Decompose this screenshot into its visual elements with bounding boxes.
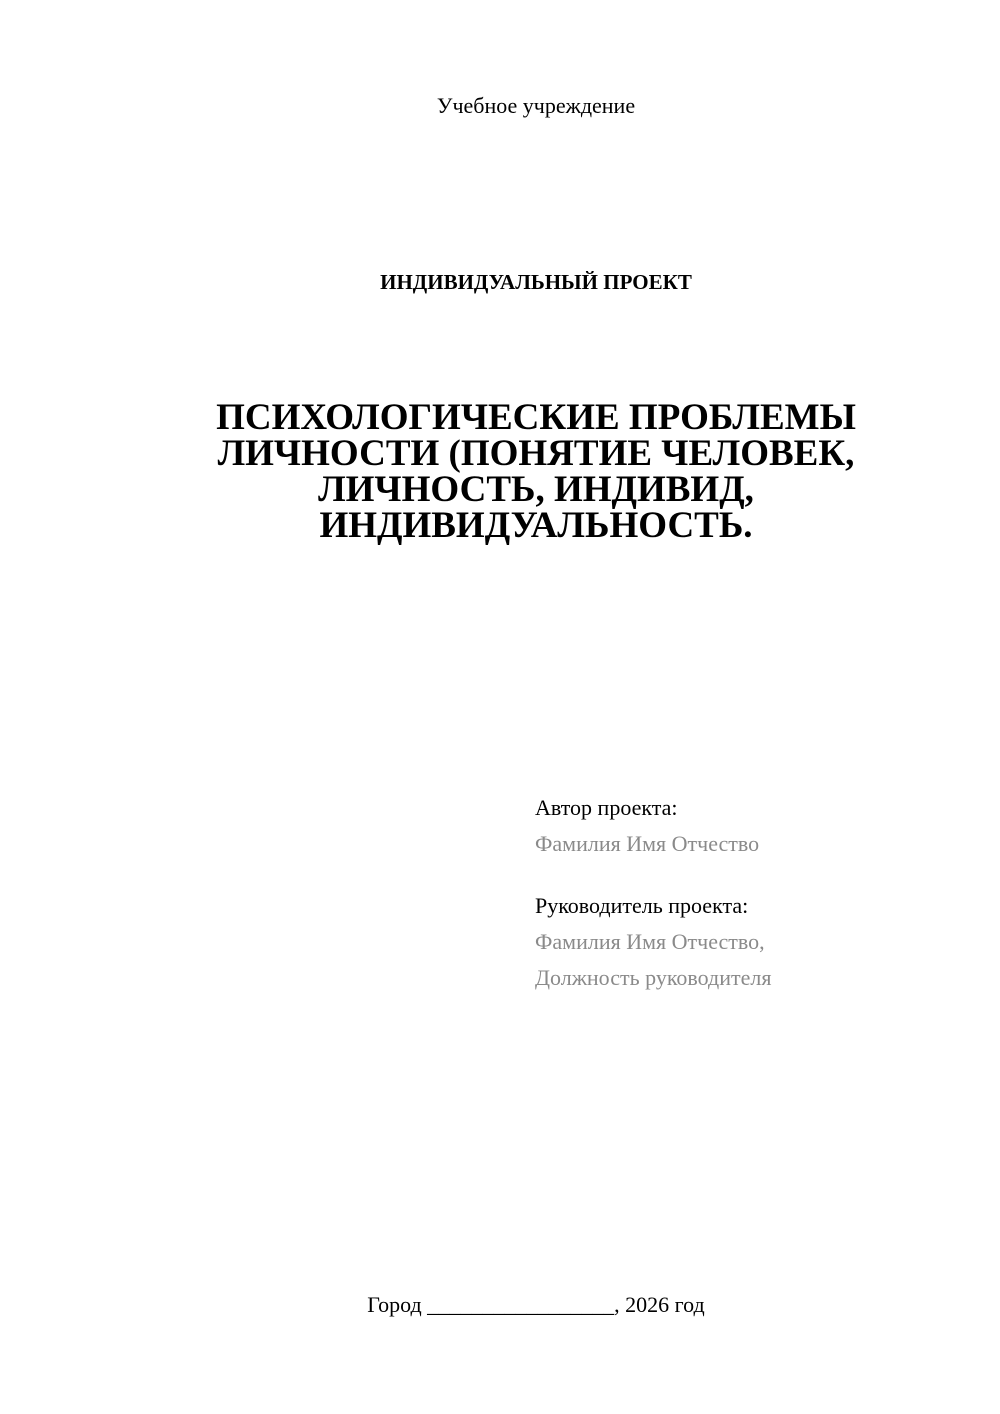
project-title-line: ПСИХОЛОГИЧЕСКИЕ ПРОБЛЕМЫ (216, 397, 856, 438)
project-title-line: ЛИЧНОСТЬ, ИНДИВИД, (318, 469, 754, 510)
project-title-line: ЛИЧНОСТИ (ПОНЯТИЕ ЧЕЛОВЕК, (217, 433, 855, 474)
credits-spacer (535, 862, 975, 888)
supervisor-position: Должность руководителя (535, 965, 772, 990)
supervisor-label: Руководитель проекта: (535, 893, 749, 918)
project-title (160, 397, 912, 546)
institution-name: Учебное учреждение (436, 93, 636, 118)
city-year-line: Город _________________, 2026 год (367, 1292, 705, 1317)
document-type-label: ИНДИВИДУАЛЬНЫЙ ПРОЕКТ (380, 270, 692, 294)
author-name: Фамилия Имя Отчество (535, 831, 760, 856)
author-label: Автор проекта: (535, 795, 678, 820)
supervisor-name: Фамилия Имя Отчество, (535, 929, 765, 954)
project-title-line: ИНДИВИДУАЛЬНОСТЬ. (319, 505, 753, 546)
project-credits (535, 790, 975, 996)
